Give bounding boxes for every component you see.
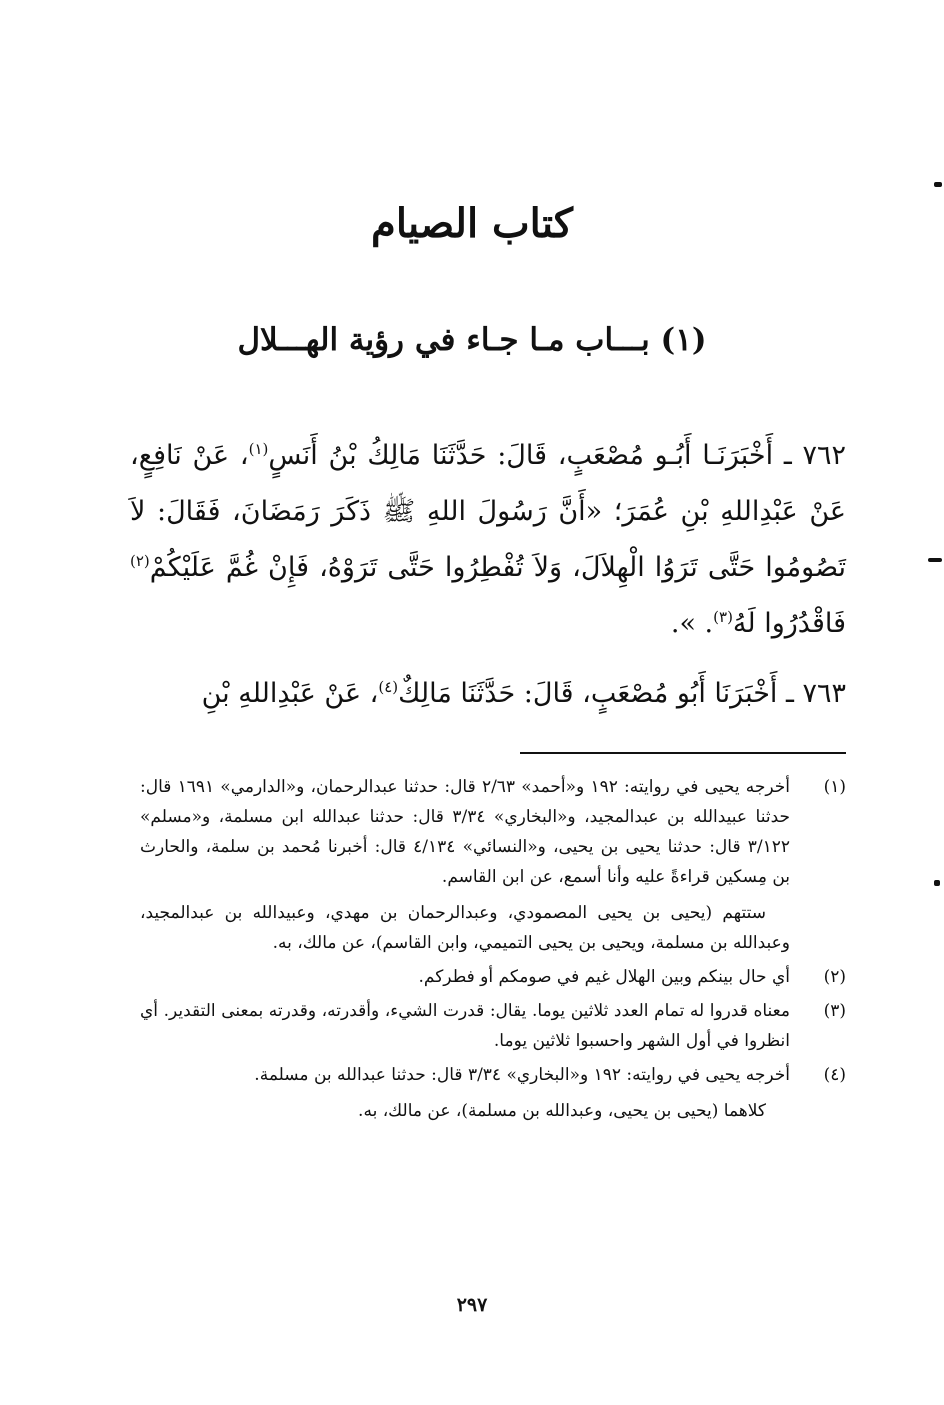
book-title: كتاب الصيام [371, 200, 573, 247]
footnote-ref-2[interactable]: (٢) [130, 552, 150, 570]
footnote-ref-4[interactable]: (٤) [378, 678, 399, 696]
page-number: ٢٩٧ [456, 1294, 488, 1316]
hadith-762 [130, 428, 846, 652]
footnote-3 [140, 996, 846, 1056]
footnote-paragraph: أخرجه يحيى في روايته: ١٩٢ و«أحمد» ٢/٦٣ قال: حدثنا عبدالرحمان، و«الدارمي» ١٦٩١ قال: حدثنا عبيدالله بن عبدالمجيد، و«البخاري» ٣/٣٤ قال: حدثنا عبدالله ابن مسلمة، و«مسلم» ٣/١٢٢ قال: حدثنا يحيى بن يحيى، و«النسائي» ٤/١٣٤ قال: أخبرنا مُحمد بن سلمة، والحارث بن مِسكين قراءةً عليه وأنا أسمع، عن ابن القاسم. [140, 777, 791, 887]
footnote-paragraph: أي حال بينكم وبين الهلال غيم في صومكم أو فطركم. [418, 967, 790, 987]
footnote-paragraph: كلاهما (يحيى بن يحيى، وعبدالله بن مسلمة)، عن مالك، به. [358, 1101, 766, 1121]
footnote-body [140, 996, 790, 1056]
scan-mark [928, 558, 942, 562]
hadith-762-text-b: ، عَنْ نَافِعٍ، عَنْ عَبْدِاللهِ بْنِ عُمَرَ؛ «أَنَّ رَسُولَ اللهِ ﷺ ذَكَرَ رَمَضَانَ، فَقَالَ: لاَ تَصُومُوا حَتَّى تَرَوُا الْهِلاَلَ، وَلاَ تُفْطِرُوا حَتَّى تَرَوْهُ، فَإِنْ غُمَّ عَلَيْكُمْ [130, 440, 846, 583]
footnote-number: (٤) [823, 1065, 846, 1085]
footnote-4 [140, 1060, 846, 1126]
footnote-ref-1[interactable]: (١) [248, 440, 269, 458]
footnote-paragraph: ستتهم (يحيى بن يحيى المصمودي، وعبدالرحمان بن مهدي، وعبيدالله بن عبدالمجيد، وعبدالله بن مسلمة، ويحيى بن يحيى التميمي، وابن القاسم)، عن مالك، به. [140, 903, 790, 953]
hadith-762-text-d: . ». [670, 608, 714, 639]
footnote-ref-3[interactable]: (٣) [713, 608, 733, 626]
hadith-762-text-c: فَاقْدُرُوا لَهُ [732, 608, 846, 639]
footnote-body [140, 1060, 790, 1126]
footnotes [140, 772, 846, 1130]
hadith-763-text-b: ، عَنْ عَبْدِاللهِ بْنِ [201, 678, 379, 709]
chapter-title: (١) بـــاب مـا جـاء في رؤية الهـــلال [237, 322, 707, 358]
main-text [130, 428, 846, 722]
footnote-1 [140, 772, 846, 958]
footnote-body [140, 962, 790, 992]
footnote-2 [140, 962, 846, 992]
scan-mark [934, 880, 940, 886]
footnote-paragraph: أخرجه يحيى في روايته: ١٩٢ و«البخاري» ٣/٣٤ قال: حدثنا عبدالله بن مسلمة. [254, 1065, 790, 1085]
hadith-762-text-a: ٧٦٢ ـ أَخْبَرَنَـا أَبُـو مُصْعَبٍ، قَالَ: حَدَّثَنَا مَالِكُ بْنُ أَنَسٍ [268, 440, 846, 471]
footnote-number: (٢) [823, 967, 846, 987]
scan-mark [934, 182, 942, 187]
footnote-number: (١) [823, 777, 846, 797]
footnote-number: (٣) [823, 1001, 846, 1021]
hadith-763-text-a: ٧٦٣ ـ أَخْبَرَنَا أَبُو مُصْعَبٍ، قَالَ: حَدَّثَنَا مَالِكٌ [398, 678, 846, 709]
footnote-body [140, 772, 790, 958]
footnote-paragraph: معناه قدروا له تمام العدد ثلاثين يوما. يقال: قدرت الشيء، وأقدرته، وقدرته بمعنى التقدير. أي انظروا في أول الشهر واحسبوا ثلاثين يوما. [140, 1001, 790, 1051]
hadith-763 [130, 666, 846, 722]
footnote-separator [520, 752, 846, 754]
